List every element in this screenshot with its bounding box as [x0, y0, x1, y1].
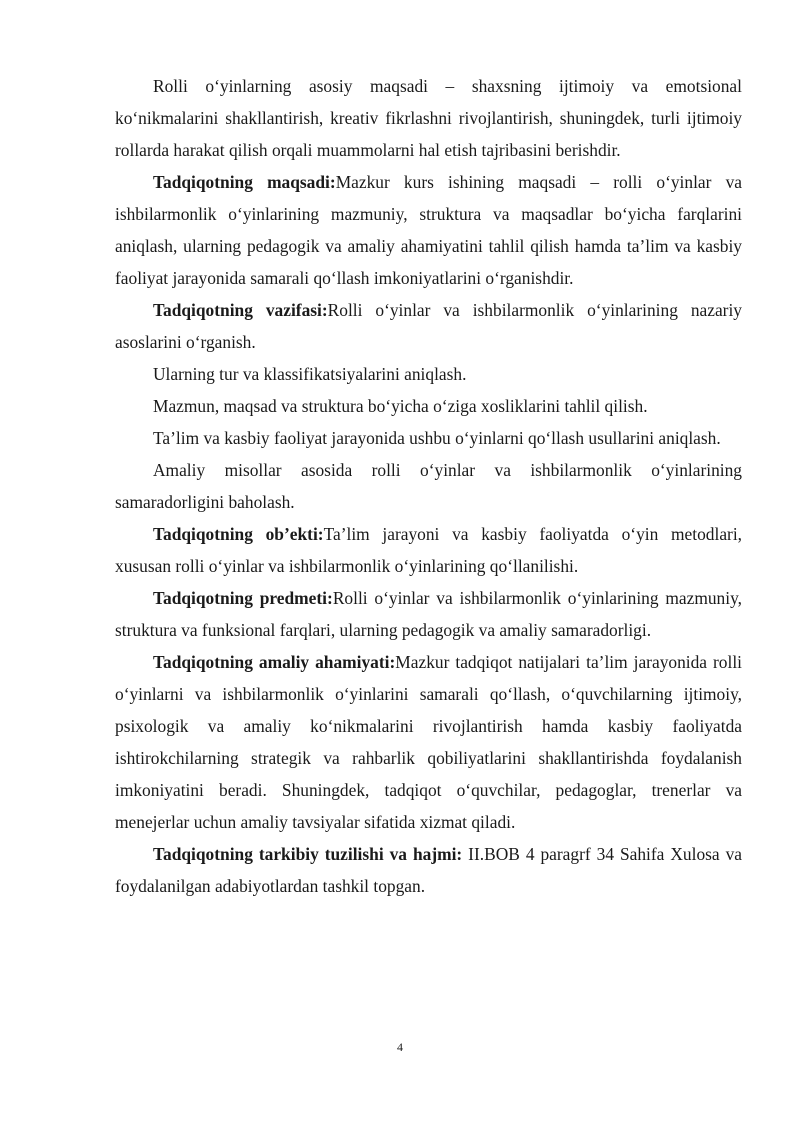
paragraph-task-evaluation [115, 454, 742, 518]
paragraph-research-subject [115, 582, 742, 646]
paragraph-intro [115, 70, 742, 166]
paragraph-text: Amaliy misollar asosida rolli o‘yinlar va ishbilarmonlik o‘yinlarining samaradorligini baholash. [115, 460, 742, 512]
paragraph-task-types [115, 358, 742, 390]
paragraph-structure-volume [115, 838, 742, 902]
paragraph-research-goal [115, 166, 742, 294]
paragraph-label: Tadqiqotning maqsadi: [153, 172, 336, 192]
paragraph-research-tasks [115, 294, 742, 358]
paragraph-label: Tadqiqotning predmeti: [153, 588, 333, 608]
page-number: 4 [397, 1040, 403, 1054]
paragraph-text: Rolli o‘yinlar va ishbilarmonlik o‘yinlarining mazmuniy, struktura va funksional farqlari, ularning pedagogik va amaliy samaradorligi. [115, 588, 743, 640]
paragraph-text: Ta’lim jarayoni va kasbiy faoliyatda o‘yin metodlari, xususan rolli o‘yinlar va ishbilarmonlik o‘yinlarining qo‘llanilishi. [115, 524, 743, 576]
paragraph-text: Mazkur tadqiqot natijalari ta’lim jarayonida rolli o‘yinlarni va ishbilarmonlik o‘yinlarini samarali qo‘llash, o‘quvchilarning ijtimoiy, psixologik va amaliy ko‘nikmalarini rivojlantirish hamda kasbiy faoliyatda ishtirokchilarning strategik va rahbarlik qobiliyatlarini shakllantirishda foydalanish imkoniyatini beradi. Shuningdek, tadqiqot o‘quvchilar, pedagoglar, trenerlar va menejerlar uchun amaliy tavsiyalar sifatida xizmat qiladi. [115, 652, 742, 832]
paragraph-label: Tadqiqotning ob’ekti: [153, 524, 324, 544]
paragraph-text: Mazmun, maqsad va struktura bo‘yicha o‘ziga xosliklarini tahlil qilish. [153, 396, 648, 416]
paragraph-text: Mazkur kurs ishining maqsadi – rolli o‘yinlar va ishbilarmonlik o‘yinlarining mazmuniy, struktura va maqsadlar bo‘yicha farqlarini aniqlash, ularning pedagogik va amaliy ahamiyatini tahlil qilish hamda ta’lim va kasbiy faoliyat jarayonida samarali qo‘llash imkoniyatlarini o‘rganishdir. [115, 172, 742, 288]
paragraph-label: Tadqiqotning tarkibiy tuzilishi va hajmi: [153, 844, 463, 864]
paragraph-text: Ta’lim va kasbiy faoliyat jarayonida ushbu o‘yinlarni qo‘llash usullarini aniqlash. [153, 428, 721, 448]
paragraph-text: Rolli o‘yinlar va ishbilarmonlik o‘yinlarining nazariy asoslarini o‘rganish. [115, 300, 742, 352]
paragraph-task-analysis [115, 390, 742, 422]
paragraph-label: Tadqiqotning amaliy ahamiyati: [153, 652, 396, 672]
paragraph-text: Ularning tur va klassifikatsiyalarini aniqlash. [153, 364, 467, 384]
paragraph-label: Tadqiqotning vazifasi: [153, 300, 328, 320]
paragraph-text: Rolli o‘yinlarning asosiy maqsadi – shaxsning ijtimoiy va emotsional ko‘nikmalarini shakllantirish, kreativ fikrlashni rivojlantirish, shuningdek, turli ijtimoiy rollarda harakat qilish orqali muammolarni hal etish tajribasini berishdir. [115, 76, 742, 160]
paragraph-research-object [115, 518, 742, 582]
paragraph-practical-significance [115, 646, 742, 838]
paragraph-task-methods [115, 422, 742, 454]
paragraph-text: II.BOB 4 paragrf 34 Sahifa Xulosa va foydalanilgan adabiyotlardan tashkil topgan. [115, 844, 742, 896]
document-page [115, 70, 742, 902]
